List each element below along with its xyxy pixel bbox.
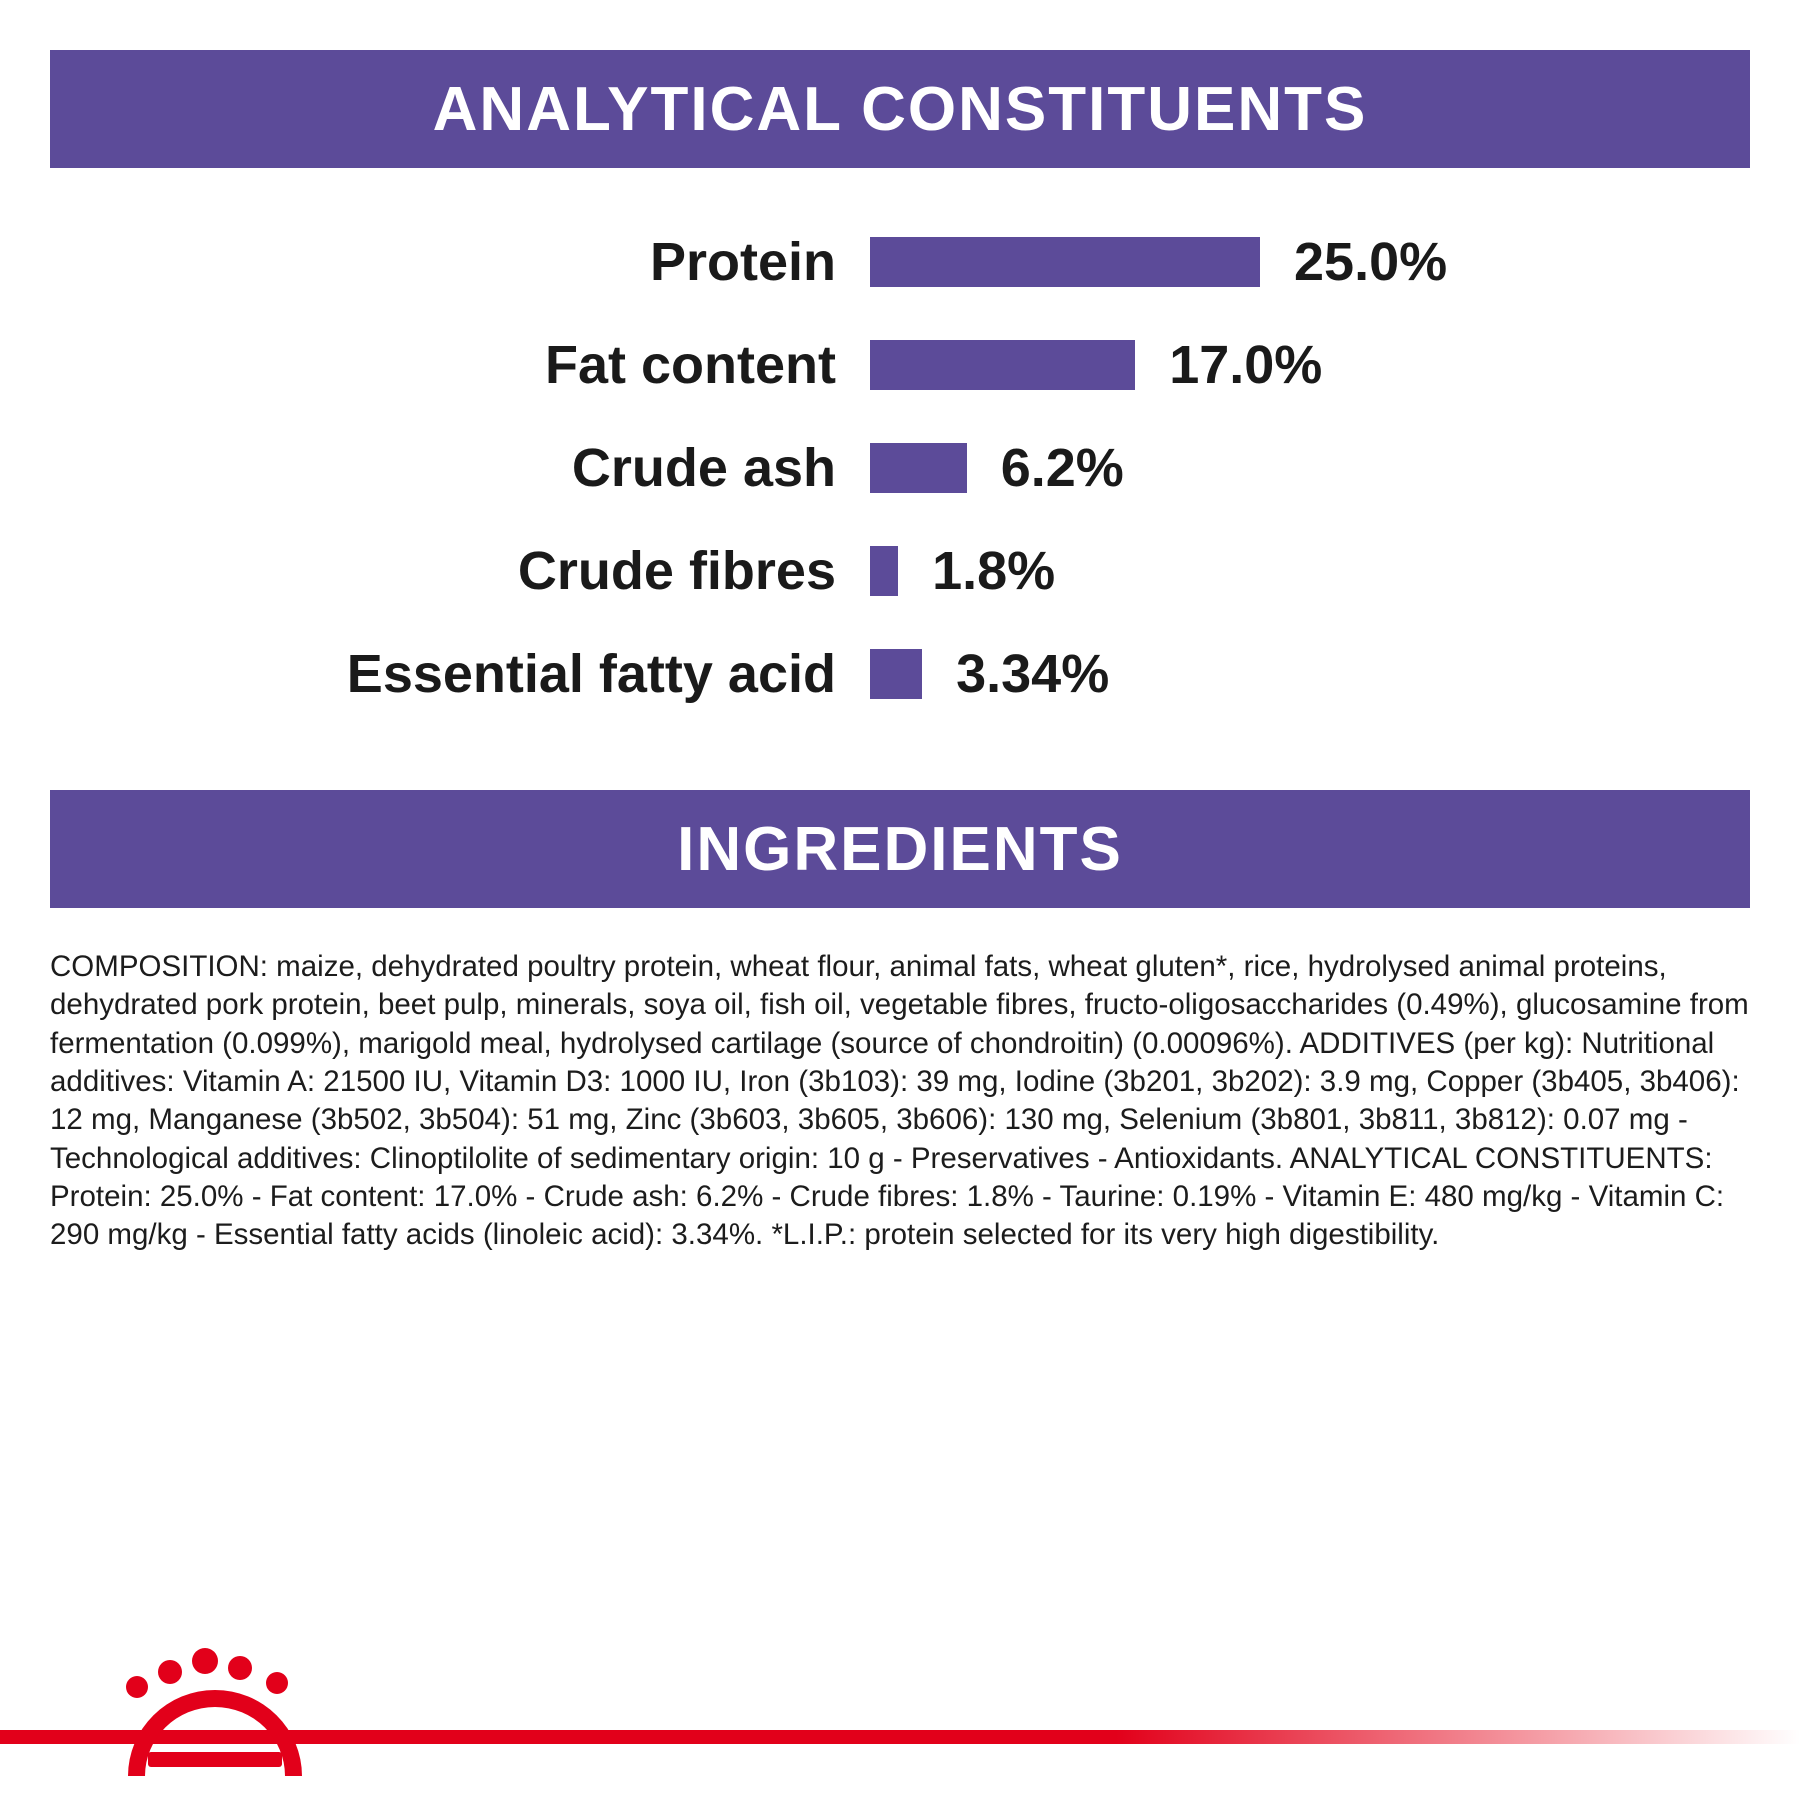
ingredients-header — [50, 790, 1750, 908]
chart-value-label: 17.0% — [1169, 334, 1323, 395]
chart-category-label: Crude fibres — [517, 540, 836, 601]
chart-row — [50, 519, 1750, 622]
chart-category-label: Essential fatty acid — [346, 643, 836, 704]
chart-row — [50, 210, 1750, 313]
chart-bar — [870, 443, 967, 493]
chart-category-label: Crude ash — [571, 437, 836, 498]
analytical-constituents-title: ANALYTICAL CONSTITUENTS — [432, 74, 1368, 144]
royal-canin-crown-logo-icon — [120, 1646, 310, 1766]
chart-bar-wrap — [870, 437, 1124, 499]
ingredients-title: INGREDIENTS — [677, 814, 1123, 884]
chart-value-label: 25.0% — [1294, 231, 1448, 292]
chart-bar-wrap — [870, 540, 1055, 602]
chart-category-label: Protein — [649, 231, 836, 292]
chart-bar — [870, 340, 1135, 390]
chart-value-label: 3.34% — [956, 643, 1110, 704]
chart-row — [50, 313, 1750, 416]
chart-bar — [870, 237, 1260, 287]
chart-bar-wrap — [870, 643, 1109, 705]
brand-footer — [0, 1620, 1800, 1800]
chart-row — [50, 416, 1750, 519]
crown-base — [148, 1752, 282, 1767]
chart-category-label: Fat content — [545, 334, 836, 395]
ingredients-composition-text: COMPOSITION: maize, dehydrated poultry protein, wheat flour, animal fats, wheat gluten*, rice, hydrolysed animal proteins, dehydrated pork protein, beet pulp, minerals, soya oil, fish oil, vegetable fibres, fructo-oligosaccharides (0.49%), glucosamine from fermentation (0.099%), marigold meal, hydrolysed cartilage (source of chondroitin) (0.00096%). ADDITIVES (per kg): Nutritional additives: Vitamin A: 21500 IU, Vitamin D3: 1000 IU, Iron (3b103): 39 mg, Iodine (3b201, 3b202): 3.9 mg, Copper (3b405, 3b406): 12 mg, Manganese (3b502, 3b504): 51 mg, Zinc (3b603, 3b605, 3b606): 130 mg, Selenium (3b801, 3b811, 3b812): 0.07 mg - Technological additives: Clinoptilolite of sedimentary origin: 10 g - Preservatives - Antioxidants. ANALYTICAL CONSTITUENTS: Protein: 25.0% - Fat content: 17.0% - Crude ash: 6.2% - Crude fibres: 1.8% - Taurine: 0.19% - Vitamin E: 480 mg/kg - Vitamin C: 290 mg/kg - Essential fatty acids (linoleic acid): 3.34%. *L.I.P.: protein selected for its very high digestibility. — [50, 950, 1749, 1252]
analytical-constituents-header — [50, 50, 1750, 168]
chart-row — [50, 622, 1750, 725]
analytical-constituents-chart — [50, 210, 1750, 725]
chart-bar-wrap — [870, 231, 1447, 293]
chart-value-label: 1.8% — [932, 540, 1056, 601]
chart-bar — [870, 649, 922, 699]
chart-bar — [870, 546, 898, 596]
chart-value-label: 6.2% — [1000, 437, 1124, 498]
chart-bar-wrap — [870, 334, 1322, 396]
